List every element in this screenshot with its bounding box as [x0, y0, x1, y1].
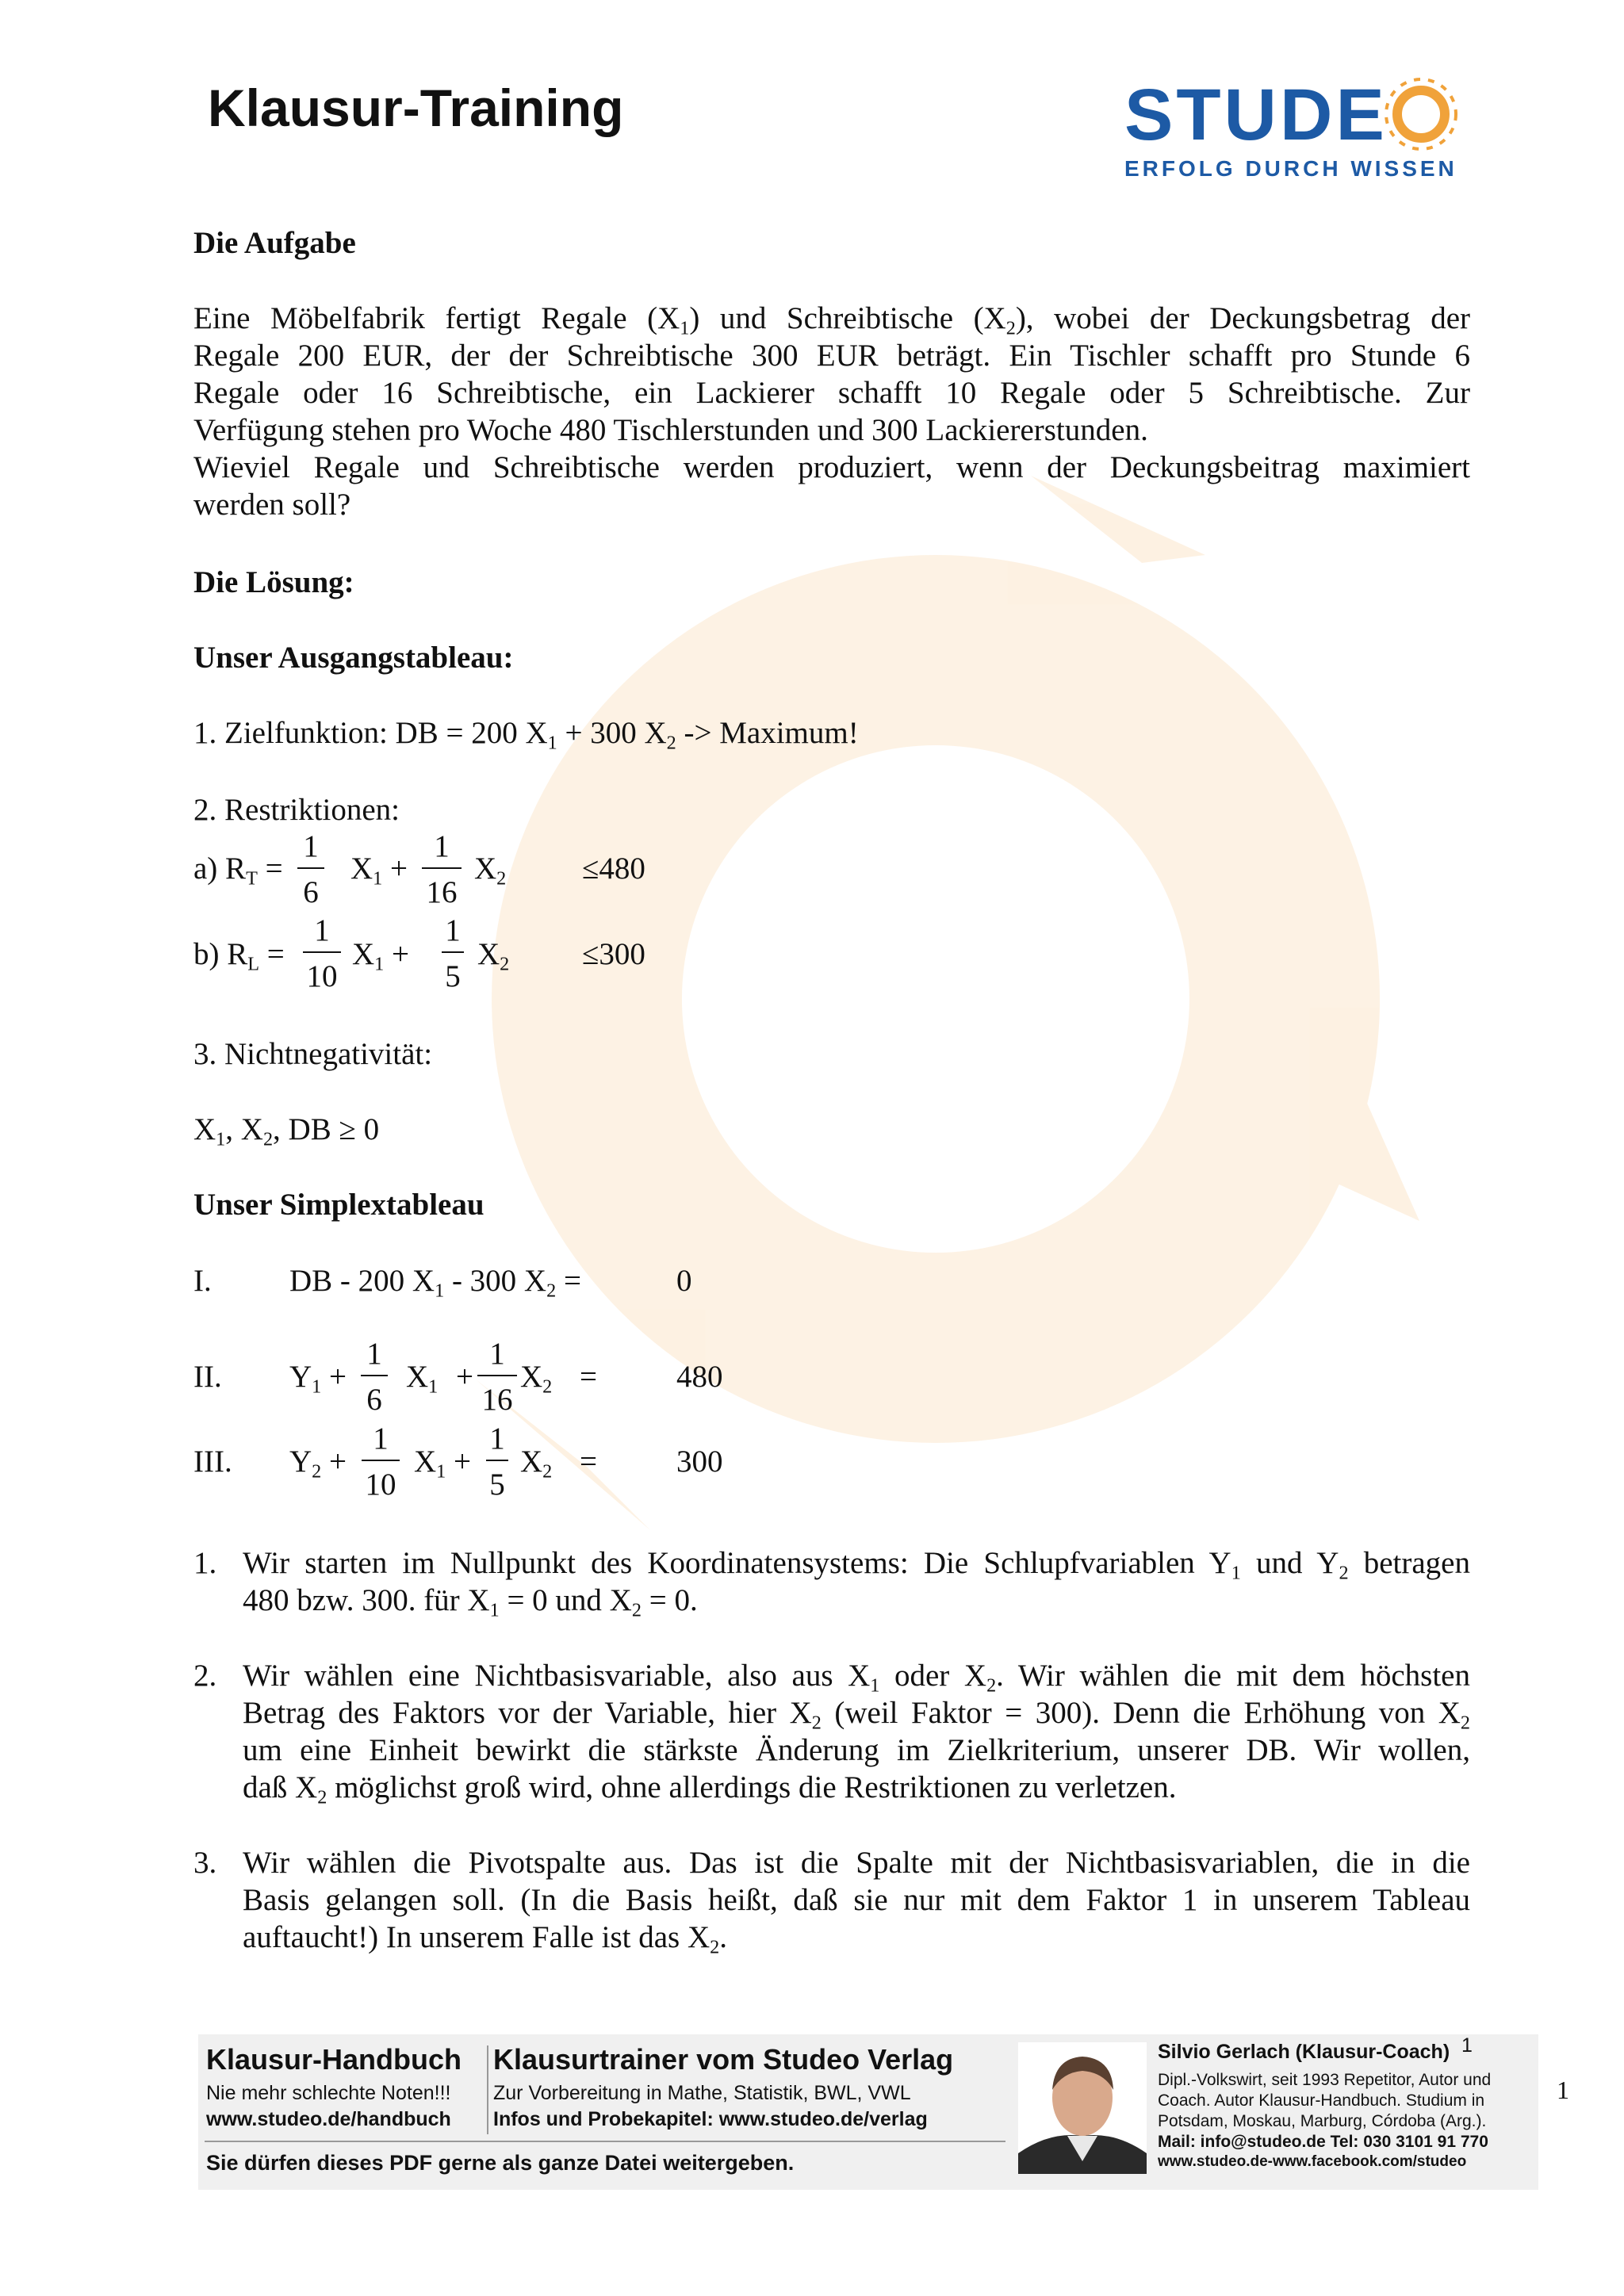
restriction-a-label: a) $R_T$ =: [193, 851, 283, 890]
step-2-number: 2.: [193, 1659, 217, 1693]
restriction-b-rhs: ≤300: [582, 937, 645, 971]
simplex-row-2-rhs: 480: [676, 1360, 723, 1394]
footer-divider: [487, 2045, 488, 2134]
nichtnegativitaet-label: 3. Nichtnegativität:: [193, 1037, 433, 1071]
footer-handbuch-title: Klausur-Handbuch: [206, 2043, 462, 2076]
zielfunktion: 1. Zielfunktion: DB = 200 $X_1 + 300$ $X_2$ -> Maximum!: [193, 716, 859, 754]
footer-author-contact[interactable]: Mail: info@studeo.de Tel: 030 3101 91 770: [1158, 2133, 1488, 2151]
restriction-a-fraction-1: 1 6: [297, 829, 324, 910]
simplex-row-2-roman: II.: [193, 1360, 222, 1394]
simplextableau-heading: Unser Simplextableau: [193, 1188, 485, 1222]
step-line: Wir starten im Nullpunkt des Koordinatensystems: Die Schlupfvariablen $Y_1$ und $Y_2$ betragen: [243, 1546, 1470, 1584]
restriktionen-label: 2. Restriktionen:: [193, 793, 400, 827]
footer-verlag-title: Klausurtrainer vom Studeo Verlag: [493, 2043, 954, 2076]
footer-rule: [205, 2141, 1005, 2142]
simplex-row-2-x1: $X_1$: [406, 1360, 439, 1398]
step-line: Wir wählen die Pivotspalte aus. Das ist die Spalte mit der Nichtbasisvariablen, die in die: [243, 1846, 1470, 1880]
simplex-row-3-rhs: 300: [676, 1445, 723, 1479]
step-line: Wir wählen eine Nichtbasisvariable, also aus $X_1$ oder $X_2$. Wir wählen die mit dem höchsten: [243, 1659, 1470, 1697]
step-line: 480 bzw. 300. für $X_1 = 0$ und $X_2 = 0$.: [243, 1583, 698, 1621]
simplex-row-2-eq: =: [580, 1360, 597, 1394]
studeo-logo: [1124, 76, 1457, 187]
step-3-text: [243, 1844, 1470, 1956]
footer-share-note: Sie dürfen dieses PDF gerne als ganze Datei weitergeben.: [206, 2151, 795, 2175]
aufgabe-line: werden soll?: [193, 488, 351, 522]
footer-verlag-link[interactable]: Infos und Probekapitel: www.studeo.de/verlag: [493, 2108, 928, 2130]
footer-verlag-subjects: Zur Vorbereitung in Mathe, Statistik, BWL, VWL: [493, 2082, 911, 2104]
logo-tagline: ERFOLG DURCH WISSEN: [1124, 156, 1457, 181]
simplex-row-3-x2: $X_2$: [520, 1445, 553, 1483]
step-3-number: 3.: [193, 1846, 217, 1880]
simplex-row-2-y: $Y_1$ +: [289, 1360, 347, 1398]
restriction-a-rhs: ≤480: [582, 851, 645, 886]
simplex-row-2-fraction-2: 1 16: [477, 1337, 517, 1418]
aufgabe-paragraph: [193, 300, 1470, 523]
footer-author-web[interactable]: www.studeo.de-www.facebook.com/studeo: [1158, 2153, 1467, 2170]
simplex-row-3-roman: III.: [193, 1445, 232, 1479]
simplex-row-2-fraction-1: 1 6: [361, 1337, 388, 1418]
footer-handbuch-link[interactable]: www.studeo.de/handbuch: [206, 2108, 451, 2130]
step-line: Betrag des Faktors vor der Variable, hier $X_2$ (weil Faktor = 300). Denn die Erhöhung von $X_2$: [243, 1696, 1470, 1734]
simplex-row-3-fraction-1: 1 10: [362, 1422, 400, 1502]
step-line: daß $X_2$ möglichst groß wird, ohne allerdings die Restriktionen zu verletzen.: [243, 1770, 1177, 1808]
restriction-b-fraction-1: 1 10: [303, 913, 341, 994]
restriction-a-x1: $X_1$ +: [350, 851, 408, 890]
restriction-a-x2: $X_2$: [474, 851, 507, 890]
step-1-number: 1.: [193, 1546, 217, 1580]
step-line: Basis gelangen soll. (In die Basis heißt, daß sie nur mit dem Faktor 1 in unserem Tableau: [243, 1883, 1470, 1917]
footer-author-bio-3: Potsdam, Moskau, Marburg, Córdoba (Arg.).: [1158, 2112, 1487, 2130]
simplex-row-3-x1: $X_1$ +: [414, 1445, 472, 1483]
logo-text: STUDE: [1124, 76, 1388, 155]
restriction-b-x2: $X_2$: [477, 937, 510, 975]
step-line: um eine Einheit bewirkt die stärkste Änderung im Zielkriterium, unserer DB. Wir wollen,: [243, 1733, 1470, 1767]
footer-handbuch-slogan: Nie mehr schlechte Noten!!!: [206, 2082, 451, 2104]
watermark-sun-logo: [381, 428, 1491, 1617]
aufgabe-line: Wieviel Regale und Schreibtische werden produziert, wenn der Deckungsbeitrag maximiert: [193, 450, 1470, 484]
simplex-row-3-y: $Y_2$ +: [289, 1445, 347, 1483]
simplex-row-3-eq: =: [580, 1445, 597, 1479]
ausgangstableau-heading: Unser Ausgangstableau:: [193, 641, 514, 675]
aufgabe-line: Regale 200 EUR, der der Schreibtische 300 EUR beträgt. Ein Tischler schafft pro Stunde 6: [193, 339, 1470, 373]
step-2-text: [243, 1657, 1470, 1806]
logo-sun-icon: [1386, 79, 1456, 149]
author-photo: [1018, 2042, 1147, 2174]
restriction-b-x1: $X_1$ +: [352, 937, 410, 975]
header-title: Klausur-Training: [208, 78, 624, 137]
aufgabe-line: Verfügung stehen pro Woche 480 Tischlerstunden und 300 Lackiererstunden.: [193, 413, 1148, 447]
simplex-row-3-fraction-2: 1 5: [486, 1422, 508, 1502]
footer-author-bio-1: Dipl.-Volkswirt, seit 1993 Repetitor, Autor und: [1158, 2071, 1492, 2089]
simplex-row-1-expr: DB - 200 $X_1 - 300$ $X_2$ =: [289, 1264, 581, 1302]
aufgabe-heading: Die Aufgabe: [193, 226, 356, 260]
page-number: 1: [1557, 2076, 1569, 2104]
aufgabe-line: Regale oder 16 Schreibtische, ein Lackierer schafft 10 Regale oder 5 Schreibtische. Zur: [193, 376, 1470, 410]
simplex-row-2-plus: +: [456, 1360, 473, 1394]
step-line: auftaucht!) In unserem Falle ist das $X_2$.: [243, 1920, 727, 1958]
restriction-a-fraction-2: 1 16: [422, 829, 462, 910]
simplex-row-1-roman: I.: [193, 1264, 212, 1298]
simplex-row-1-rhs: 0: [676, 1264, 692, 1298]
nichtnegativitaet-condition: $X_1$, $X_2$, DB ≥ 0: [193, 1112, 380, 1150]
aufgabe-line: Eine Möbelfabrik fertigt Regale $(X_1)$ und Schreibtische $(X_2)$, wobei der Deckungsbetrag der: [193, 301, 1470, 339]
restriction-b-label: b) $R_L$ =: [193, 937, 285, 975]
footer-author-bio-2: Coach. Autor Klausur-Handbuch. Studium in: [1158, 2091, 1485, 2110]
restriction-b-fraction-2: 1 5: [442, 913, 464, 994]
footer-author-name: Silvio Gerlach (Klausur-Coach): [1158, 2041, 1450, 2063]
step-1-text: [243, 1544, 1470, 1619]
loesung-heading: Die Lösung:: [193, 565, 354, 599]
footer-small-page-number: 1: [1461, 2034, 1473, 2057]
simplex-row-2-x2: $X_2$: [520, 1360, 553, 1398]
